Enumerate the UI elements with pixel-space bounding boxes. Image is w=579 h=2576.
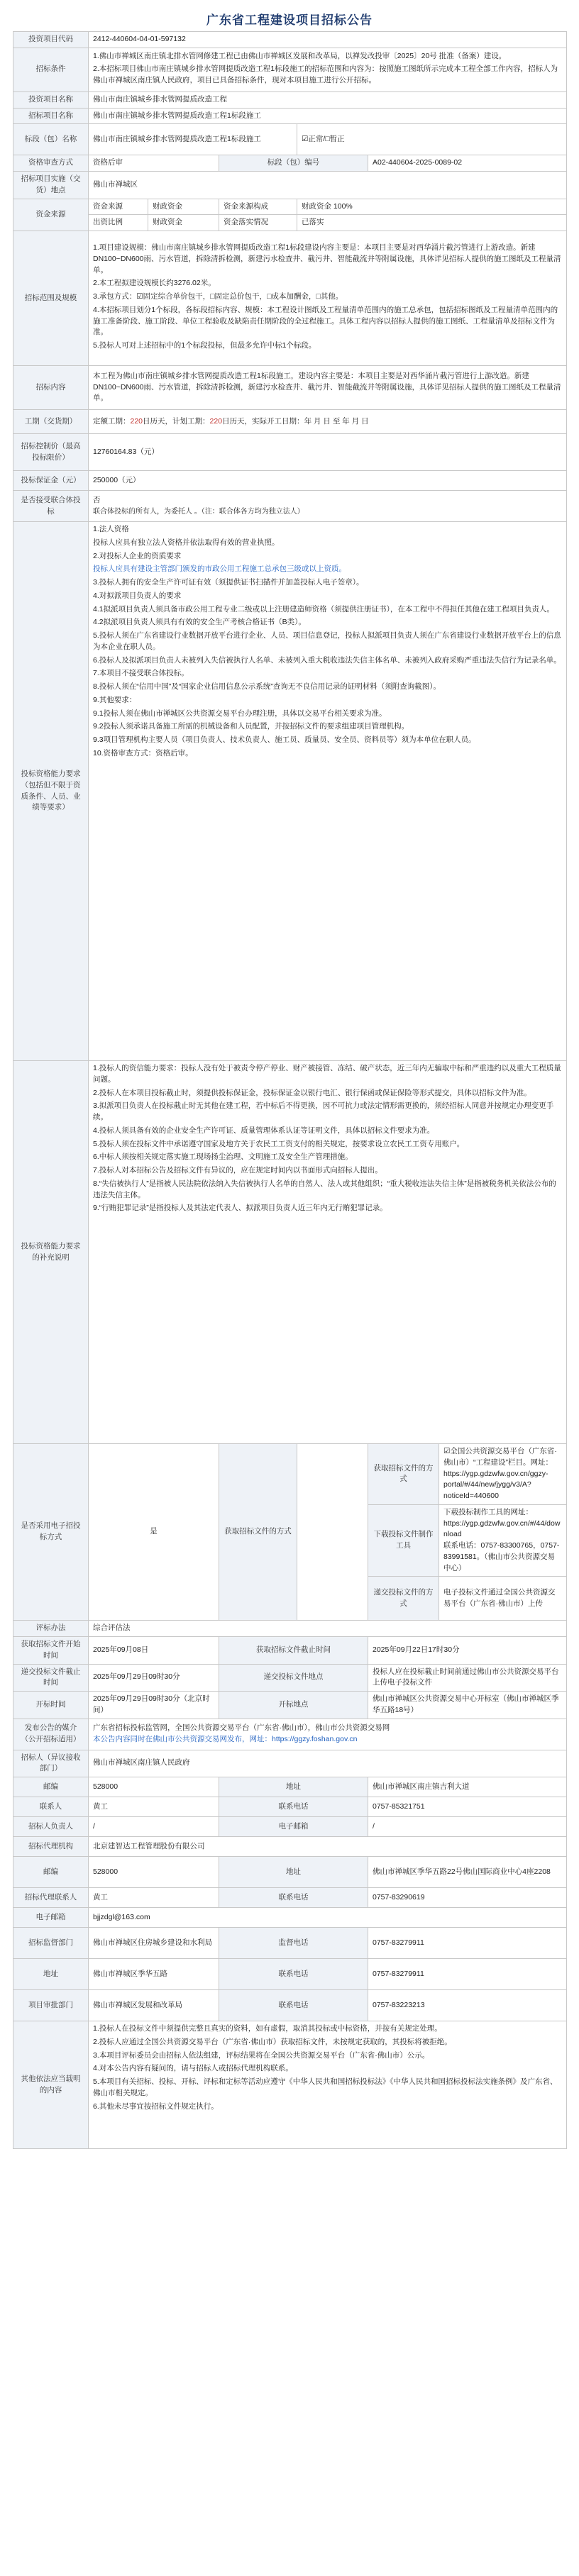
label-fund-source: 资金来源	[13, 199, 89, 231]
publish-line: 广东省招标投标监管网，全国公共资源交易平台（广东省·佛山市），佛山市公共资源交易网	[93, 1723, 390, 1733]
label-ebid-get: 获取招标文件的方式	[219, 1444, 297, 1621]
label-ebid: 是否采用电子招投标方式	[13, 1444, 89, 1621]
ebid-get[interactable]: ☑全国公共资源交易平台（广东省·佛山市）“工程建设”栏目。网址：https://ygp.gdzwfw.gov.cn/ggzy-portal/#/44/new/jygg/v3/A?noticeId=440600	[439, 1444, 567, 1505]
label-section-code: 标段（包）编号	[219, 155, 368, 172]
other-line: 5.本项目有关招标、投标、开标、评标和定标等活动应遵守《中华人民共和国招标投标法》《中华人民共和国招标投标法实施条例》及广东省、佛山市相关规定。	[93, 2077, 558, 2097]
ceiling-price: 12760164.83（元）	[89, 434, 567, 471]
eval-method: 综合评估法	[89, 1621, 567, 1637]
label-agency-addr: 地址	[219, 1857, 368, 1888]
condition-line: 2.本招标项目佛山市南庄镇城乡排水管网提质改造工程1标段施工的招标范围和内容为：按照施工图纸所示完成本工程全部工作内容，招标人为佛山市禅城区南庄镇人民政府，项目已具备招标条件，现对本项目施工进行公开招标。	[93, 65, 558, 85]
req-line: 4.2拟派项目负责人须具有有效的安全生产考核合格证书（B类）。	[93, 618, 306, 627]
req-line: 9.1投标人须在佛山市禅城区公共资源交易平台办理注册，具体以交易平台相关要求为准。	[93, 709, 387, 718]
label-open-place: 开标地点	[219, 1692, 368, 1719]
req-line: 投标人应具有独立法人资格并依法取得有效的营业执照。	[93, 538, 280, 547]
label-agent-contact: 招标代理联系人	[13, 1888, 89, 1908]
label-submit-place: 递交投标文件地点	[219, 1664, 368, 1692]
credit-line: 3.拟派项目负责人在投标截止时无其他在建工程，若中标后不得更换，因不可抗力或法定情形需更换的，须经招标人同意并按规定办理变更手续。	[93, 1101, 554, 1121]
req-line: 8.投标人须在“信用中国”及“国家企业信用信息公示系统”查询无不良信用记录的证明材料（须附查询截图）。	[93, 682, 441, 691]
duration	[89, 410, 567, 434]
duration-unit2: 日历天，实际开工日期：	[222, 416, 304, 426]
announcement-table	[13, 31, 567, 2149]
fund-cell: 财政资金	[148, 215, 219, 231]
tender-project-name: 佛山市南庄镇城乡排水管网提质改造工程1标段施工	[89, 108, 567, 124]
agency-post: 528000	[89, 1857, 219, 1888]
conditions	[89, 48, 567, 91]
approve-dept: 佛山市禅城区发展和改革局	[89, 1990, 219, 2021]
label-agent-phone: 联系电话	[219, 1888, 368, 1908]
project-name: 佛山市南庄镇城乡排水管网提质改造工程	[89, 91, 567, 108]
credit-line: 8.“失信被执行人”是指被人民法院依法纳入失信被执行人名单的自然人、法人或其他组织；“重大税收违法失信主体”是指被税务机关依法公布的违法失信主体。	[93, 1179, 556, 1199]
label-addr: 地址	[219, 1777, 368, 1797]
qual-method: 资格后审	[89, 155, 219, 172]
label-other: 其他依法应当载明的内容	[13, 2021, 89, 2149]
bidder-requirements	[89, 522, 567, 1061]
supervise-tel2: 0757-83279911	[368, 1959, 567, 1990]
section-name: 佛山市南庄镇城乡排水管网提质改造工程1标段施工	[89, 124, 297, 155]
label-agency-post: 邮编	[13, 1857, 89, 1888]
condition-line: 1.佛山市禅城区南庄镇北排水管网修建工程已由佛山市禅城区发展和改革局，以禅发改投审〔2025〕20号 批准（备案）建设。	[93, 51, 507, 60]
submit-place: 投标人应在投标截止时间前通过佛山市公共资源交易平台上传电子投标文件	[368, 1664, 567, 1692]
label-publish: 发布公告的媒介（公开招标适用）	[13, 1719, 89, 1750]
label-contact: 联系人	[13, 1797, 89, 1817]
tender-post: 528000	[89, 1777, 219, 1797]
tender-addr: 佛山市禅城区南庄镇吉利大道	[368, 1777, 567, 1797]
open-place: 佛山市禅城区公共资源交易中心开标室（佛山市禅城区季华五路18号）	[368, 1692, 567, 1719]
label-proj-name2: 招标项目名称	[13, 108, 89, 124]
agency: 北京建智达工程管理股份有限公司	[89, 1837, 567, 1857]
credit-line: 1.投标人的资信能力要求：投标人没有处于被责令停产停业、财产被接管、冻结、破产状态，近三年内无骗取中标和严重违约以及重大工程质量问题。	[93, 1064, 561, 1084]
label-agency: 招标代理机构	[13, 1837, 89, 1857]
fund-cell: 出资比例	[89, 215, 148, 231]
ebid-contact: 联系电话：0757-83300765，0757-83991581。（佛山市公共资源交易中心）	[443, 1541, 560, 1572]
consortium	[89, 491, 567, 522]
label-bidder-req: 投标资格能力要求（包括但不限于资质条件、人员、业绩等要求）	[13, 522, 89, 1061]
section-code: A02-440604-2025-0089-02	[368, 155, 567, 172]
fund-cell: 资金落实情况	[219, 215, 297, 231]
submit-deadline: 2025年09月29日09时30分	[89, 1664, 219, 1692]
credit-notes	[89, 1061, 567, 1444]
label-ebid-submit: 递交投标文件的方式	[368, 1577, 439, 1621]
scope	[89, 231, 567, 366]
duration-days: 220	[130, 416, 143, 426]
other-notes	[89, 2021, 567, 2149]
label-conditions: 招标条件	[13, 48, 89, 91]
tender-email: /	[368, 1817, 567, 1837]
fund-cell: 资金来源	[89, 199, 148, 215]
scope-line: 2.本工程拟建设规模长约3276.02米。	[93, 279, 216, 288]
label-duration: 工期（交货期）	[13, 410, 89, 434]
duration-unit: 日历天，计划工期：	[143, 416, 210, 426]
agent-phone: 0757-83290619	[368, 1888, 567, 1908]
req-line: 9.2投标人须承诺具备施工所需的机械设备和人员配置，并按招标文件的要求组建项目管理机构。	[93, 722, 409, 731]
supervise-dept: 佛山市禅城区住房城乡建设和水利局	[89, 1928, 219, 1959]
credit-line: 2.投标人在本项目投标截止时，须提供投标保证金，投标保证金以银行电汇、银行保函或保证保险等形式提交，具体以招标文件为准。	[93, 1088, 531, 1097]
label-consortium: 是否接受联合体投标	[13, 491, 89, 522]
ebid-tool-url[interactable]: 下载投标制作工具的网址：https://ygp.gdzwfw.gov.cn/#/44/download	[443, 1507, 561, 1539]
label-section: 标段（包）名称	[13, 124, 89, 155]
publish-note[interactable]: 本公告内容同时在佛山市公共资源交易网发布，网址：https://ggzy.foshan.gov.cn	[93, 1735, 358, 1743]
other-line: 1.投标人在投标文件中须提供完整且真实的资料，如有虚假，取消其投标或中标资格，并按有关规定处理。	[93, 2024, 442, 2033]
label-code: 投资项目代码	[13, 32, 89, 48]
label-rep: 招标人负责人	[13, 1817, 89, 1837]
other-line: 6.其他未尽事宜按招标文件规定执行。	[93, 2102, 219, 2111]
duration-days2: 220	[209, 416, 223, 426]
label-content: 招标内容	[13, 366, 89, 410]
consortium-note: 联合体投标的所有人，为委托人 。（注：联合体各方均为独立法人）	[93, 507, 304, 516]
scope-line: 3.承包方式：☑固定综合单价包干，□固定总价包干，□成本加酬金，□其他。	[93, 292, 343, 301]
label-supervise-tel2: 联系电话	[219, 1959, 368, 1990]
duration-plan: 定额工期：	[93, 416, 131, 426]
req-line: 投标人应具有建设主管部门颁发的市政公用工程施工总承包三级或以上资质。	[93, 565, 346, 574]
label-credit: 投标资格能力要求的补充说明	[13, 1061, 89, 1444]
other-line: 2.投标人应通过全国公共资源交易平台（广东省·佛山市）获取招标文件，未按规定获取的，其投标将被拒绝。	[93, 2037, 452, 2046]
label-supervise: 招标监督部门	[13, 1928, 89, 1959]
tenderer: 佛山市禅城区南庄镇人民政府	[89, 1750, 567, 1777]
supervise-phone: 0757-83279911	[368, 1928, 567, 1959]
agency-addr: 佛山市禅城区季华五路22号佛山国际商业中心4座2208	[368, 1857, 567, 1888]
consortium-value: 否	[93, 496, 101, 505]
label-end-time: 获取招标文件截止时间	[219, 1637, 368, 1665]
label-tenderer: 招标人（异议接收部门）	[13, 1750, 89, 1777]
label-submit-deadline: 递交投标文件截止时间	[13, 1664, 89, 1692]
agent-email[interactable]: bjjzdgl@163.com	[89, 1908, 567, 1928]
ebid-tool[interactable]	[439, 1504, 567, 1577]
req-line: 2.对投标人企业的资质要求	[93, 551, 182, 560]
label-ebid-get2: 获取招标文件的方式	[368, 1444, 439, 1505]
req-line: 4.对拟派项目负责人的要求	[93, 591, 182, 600]
label-email: 电子邮箱	[219, 1817, 368, 1837]
duration-rest: 年 月 日 至 年 月 日	[304, 416, 369, 426]
label-post: 邮编	[13, 1777, 89, 1797]
approve-phone: 0757-83223213	[368, 1990, 567, 2021]
fund-cell: 已落实	[297, 215, 567, 231]
credit-line: 4.投标人须具备有效的企业安全生产许可证、质量管理体系认证等证明文件，具体以招标文件要求为准。	[93, 1126, 435, 1135]
label-get-time: 获取招标文件开始时间	[13, 1637, 89, 1665]
credit-line: 5.投标人须在投标文件中承诺遵守国家及地方关于农民工工资支付的相关规定，按要求设立农民工工资专用账户。	[93, 1139, 465, 1148]
content: 本工程为佛山市南庄镇城乡排水管网提质改造工程1标段施工，建设内容主要是：本项目主要是对西华涌片截污管进行上游改造。新建DN100~DN600雨、污水管道，拆除清拆检测，新建污水检查井、截污井、智能截流井等附属设施，具体详见招标人提供的施工图纸及工程量清单。	[89, 366, 567, 410]
label-phone: 联系电话	[219, 1797, 368, 1817]
req-line: 9.其他要求：	[93, 695, 137, 704]
publish-media	[89, 1719, 567, 1750]
req-line: 10.资格审查方式：资格后审。	[93, 748, 193, 757]
scope-line: 1.项目建设规模：佛山市南庄镇城乡排水管网提质改造工程1标段建设内容主要是：本项目主要是对西华涌片截污管进行上游改造。新建DN100~DN600雨、污水管道，拆除清拆检测，新建污水检查井、截污井、智能截流井等附属设施，具体详见招标人提供的施工图纸及工程量清单。	[93, 243, 561, 274]
req-line: 3.投标人拥有的安全生产许可证有效（须提供证书扫描件并加盖投标人电子签章）。	[93, 578, 364, 587]
credit-line: 6.中标人须按相关规定落实施工现场扬尘治理、文明施工及安全生产管理措施。	[93, 1153, 353, 1162]
credit-line: 7.投标人对本招标公告及招标文件有异议的，应在规定时间内以书面形式向招标人提出。	[93, 1166, 382, 1175]
fund-cell: 财政资金	[148, 199, 219, 215]
label-supervise-phone: 监督电话	[219, 1928, 368, 1959]
label-project-name: 投资项目名称	[13, 91, 89, 108]
req-line: 4.1拟派项目负责人须具备市政公用工程专业二级或以上注册建造师资格（须提供注册证书），在本工程中不得担任其他在建工程项目负责人。	[93, 604, 554, 614]
supervise-addr: 佛山市禅城区季华五路	[89, 1959, 219, 1990]
tender-contact: 黄工	[89, 1797, 219, 1817]
credit-line: 9.“行贿犯罪记录”是指投标人及其法定代表人、拟派项目负责人近三年内无行贿犯罪记录。	[93, 1204, 387, 1213]
region: 佛山市禅城区	[89, 172, 567, 199]
label-region: 招标项目实施（交货）地点	[13, 172, 89, 199]
label-approve-phone: 联系电话	[219, 1990, 368, 2021]
end-time: 2025年09月22日17时30分	[368, 1637, 567, 1665]
req-line: 9.3项目管理机构主要人员（项目负责人、技术负责人、施工员、质量员、安全员、资料员等）须为本单位在职人员。	[93, 735, 476, 744]
tender-rep: /	[89, 1817, 219, 1837]
open-time: 2025年09月29日09时30分（北京时间）	[89, 1692, 219, 1719]
label-method: 评标办法	[13, 1621, 89, 1637]
other-line: 3.本项目评标委员会由招标人依法组建，评标结果将在全国公共资源交易平台（广东省·佛山市）公示。	[93, 2050, 430, 2060]
fund-cell: 资金来源构成	[219, 199, 297, 215]
ebid-submit: 电子投标文件通过全国公共资源交易平台（广东省·佛山市）上传	[439, 1577, 567, 1621]
label-open-time: 开标时间	[13, 1692, 89, 1719]
project-code: 2412-440604-04-01-597132	[89, 32, 567, 48]
label-agent-email-row: 电子邮箱	[13, 1908, 89, 1928]
req-line: 6.投标人及拟派项目负责人未被列入失信被执行人名单、未被列入重大税收违法失信主体名单、未被列入政府采购严重违法失信行为记录名单。	[93, 655, 561, 665]
ebid-value: 是	[89, 1444, 219, 1621]
fund-cell: 财政资金 100%	[297, 199, 567, 215]
label-deposit: 投标保证金（元）	[13, 471, 89, 491]
req-line: 7.本项目不接受联合体投标。	[93, 669, 189, 678]
label-ceiling: 招标控制价（最高投标限价）	[13, 434, 89, 471]
req-line: 1.法人资格	[93, 525, 129, 533]
label-qual: 资格审查方式	[13, 155, 89, 172]
label-ebid-tool: 下载投标文件制作工具	[368, 1504, 439, 1577]
page-title: 广东省工程建设项目招标公告	[206, 13, 373, 27]
label-supervise-addr: 地址	[13, 1959, 89, 1990]
deposit: 250000（元）	[89, 471, 567, 491]
scope-line: 5.投标人可对上述招标中的1个标段投标，但最多允许中标1个标段。	[93, 341, 316, 350]
label-approve: 项目审批部门	[13, 1990, 89, 2021]
section-type: ☑正常/□暂正	[297, 124, 567, 155]
get-time: 2025年09月08日	[89, 1637, 219, 1665]
ebid-empty	[297, 1444, 368, 1621]
scope-line: 4.本招标项目划分1个标段，各标段招标内容、规模：本工程设计图纸及工程量清单范围内的施工总承包，包括招标图纸及工程量清单范围内的施工准备阶段、施工阶段、单位工程验收及缺陷责任期阶段的全过程施工。具体工程内容以招标人提供的施工图纸、工程量清单及招标文件为准。	[93, 305, 558, 337]
req-line: 5.投标人须在广东省建设行业数据开放平台进行企业、人员、项目信息登记，投标人拟派项目负责人须在广东省建设行业数据开放平台上的信息为本企业在职人员。	[93, 631, 561, 651]
agent-contact: 黄工	[89, 1888, 219, 1908]
tender-phone: 0757-85321751	[368, 1797, 567, 1817]
label-scope: 招标范围及规模	[13, 231, 89, 366]
other-line: 4.对本公告内容有疑问的，请与招标人或招标代理机构联系。	[93, 2064, 293, 2073]
